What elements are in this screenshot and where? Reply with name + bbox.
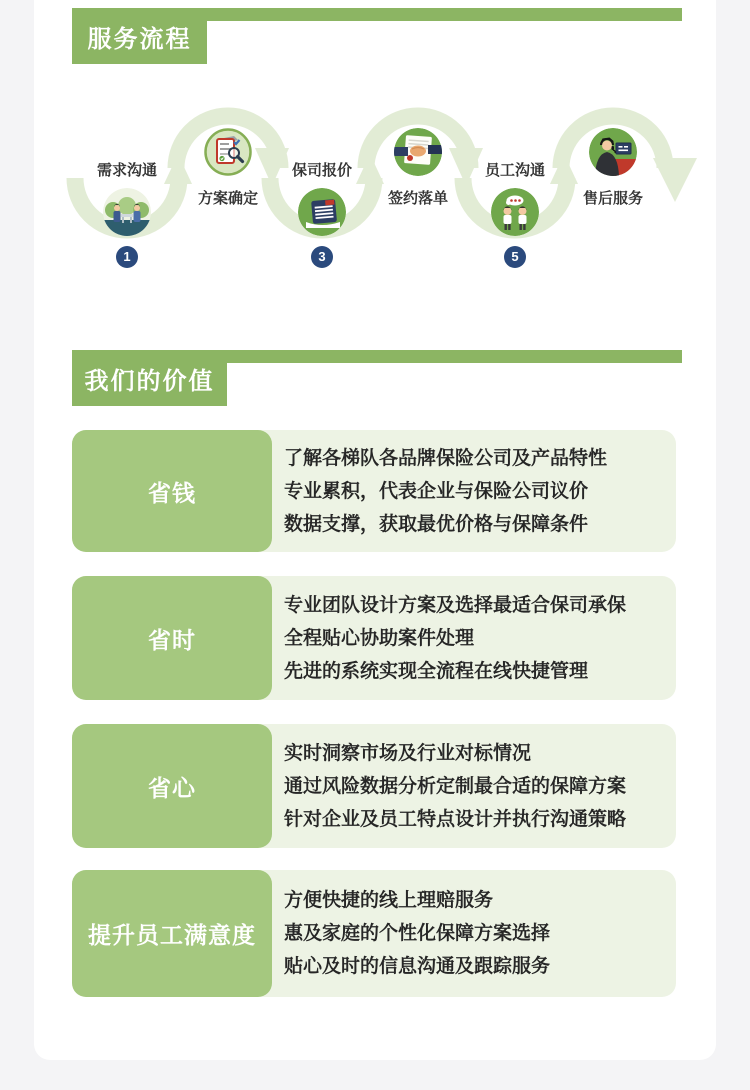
employee-talk-icon — [491, 188, 539, 236]
value-line: 方便快捷的线上理赔服务 — [284, 890, 494, 911]
step-label: 方案确定 — [197, 190, 258, 207]
flow-step-6 — [565, 128, 661, 210]
flow-step-2 — [180, 128, 276, 210]
value-card-label: 省时 — [72, 576, 272, 700]
step-label: 需求沟通 — [96, 162, 157, 179]
step-number-badge: 3 — [311, 246, 333, 268]
value-card-employee-satisfaction — [72, 870, 676, 997]
process-title: 服务流程 — [72, 8, 207, 64]
flow-step-1 — [79, 160, 175, 268]
value-line: 先进的系统实现全流程在线快捷管理 — [284, 660, 589, 682]
value-line: 实时洞察市场及行业对标情况 — [284, 742, 532, 764]
value-line: 惠及家庭的个性化保障方案选择 — [284, 923, 551, 944]
plan-confirm-icon — [204, 128, 252, 176]
value-line: 全程贴心协助案件处理 — [284, 627, 475, 649]
value-card-label: 省心 — [72, 724, 272, 848]
value-card-label: 省钱 — [72, 430, 272, 552]
insurer-quotation-icon — [298, 188, 346, 236]
value-card-save-time — [72, 576, 676, 700]
step-label: 员工沟通 — [484, 162, 545, 179]
step-label: 保司报价 — [291, 162, 352, 179]
step-label: 签约落单 — [387, 190, 448, 207]
value-line: 专业累积，代表企业与保险公司议价 — [284, 480, 589, 502]
value-card-label: 提升员工满意度 — [72, 870, 272, 997]
sign-contract-icon — [394, 128, 442, 176]
value-line: 贴心及时的信息沟通及跟踪服务 — [284, 956, 551, 977]
after-sales-service-icon — [589, 128, 637, 176]
values-title: 我们的价值 — [72, 350, 227, 406]
value-card-save-money — [72, 430, 676, 552]
step-number-badge: 5 — [504, 246, 526, 268]
flow-step-4 — [370, 128, 466, 210]
flow-step-5 — [467, 160, 563, 268]
value-line: 通过风险数据分析定制最合适的保障方案 — [284, 775, 627, 797]
step-number-badge: 1 — [116, 246, 138, 268]
value-line: 针对企业及员工特点设计并执行沟通策略 — [284, 808, 627, 830]
service-flow-diagram — [34, 90, 716, 305]
content-card — [34, 0, 716, 1060]
step-label: 售后服务 — [582, 190, 643, 207]
value-line: 专业团队设计方案及选择最适合保司承保 — [284, 594, 627, 616]
value-card-save-worry — [72, 724, 676, 848]
value-line: 数据支撑，获取最优价格与保障条件 — [284, 513, 589, 535]
flow-step-3 — [274, 160, 370, 268]
value-line: 了解各梯队各品牌保险公司及产品特性 — [284, 447, 608, 469]
demand-communication-icon — [103, 188, 151, 236]
